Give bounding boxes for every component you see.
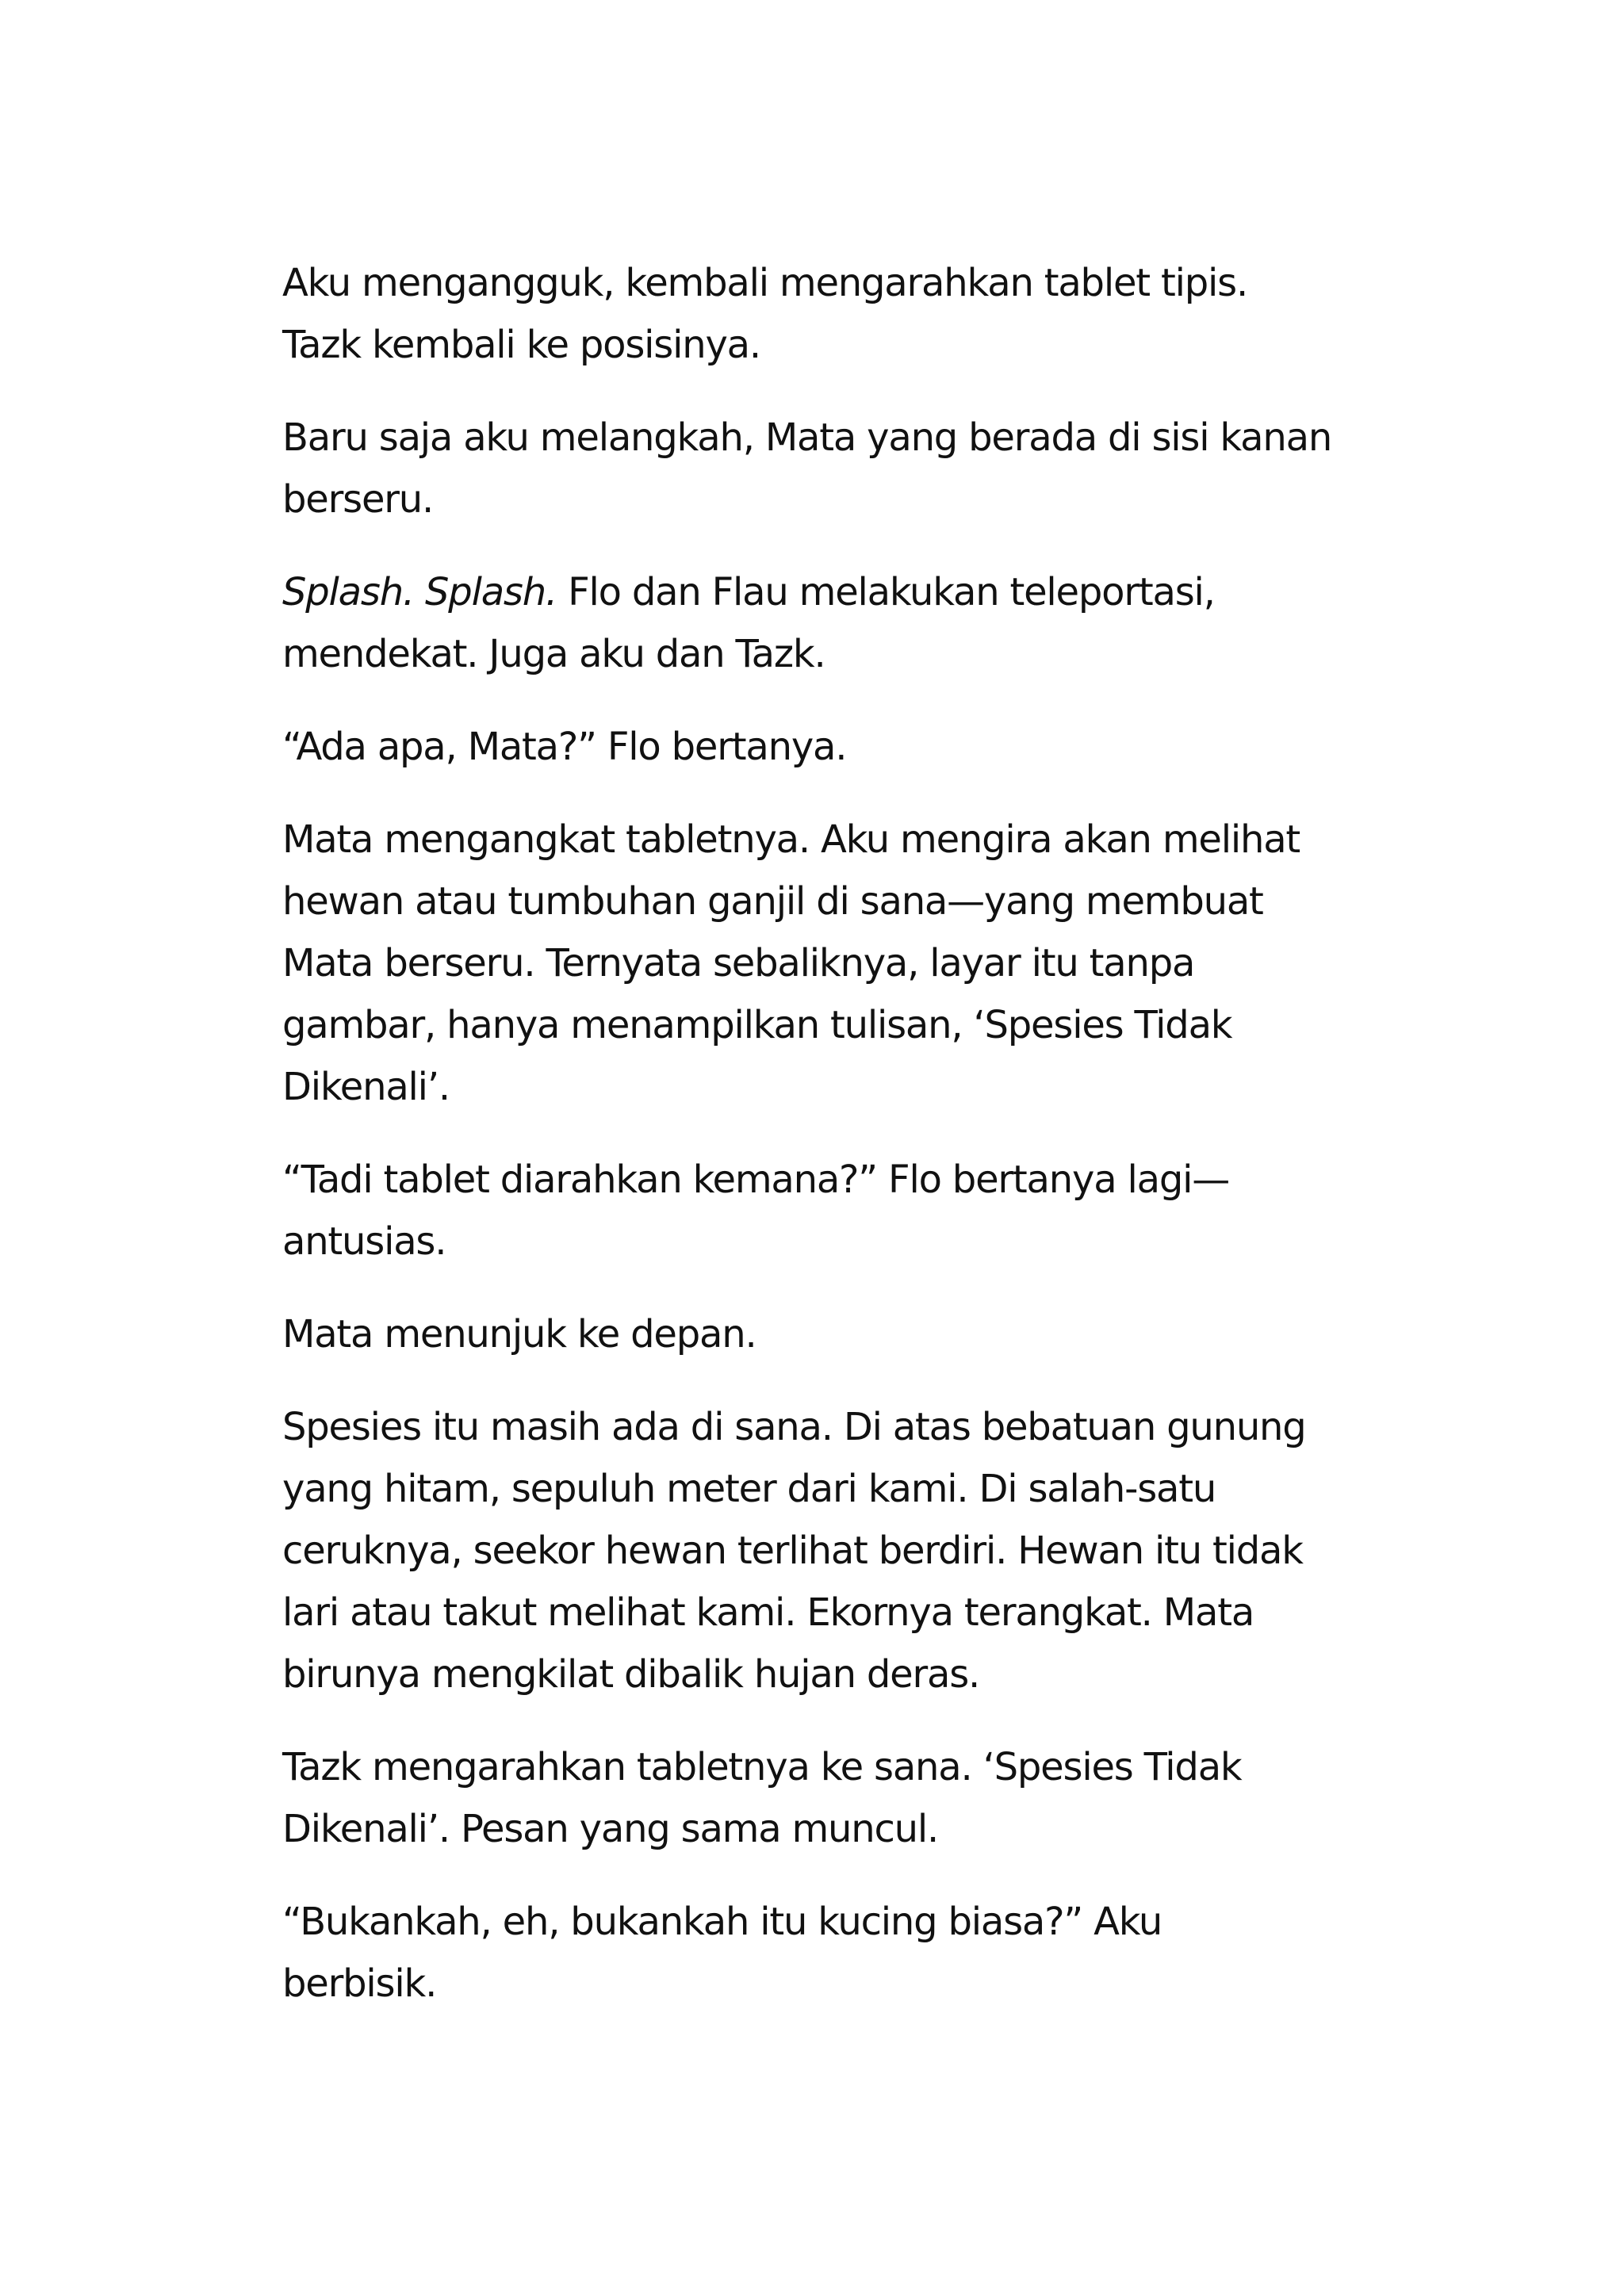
paragraph-2 xyxy=(282,407,1377,530)
paragraph-3 xyxy=(282,561,1377,685)
text-line: Tazk kembali ke posisinya. xyxy=(282,323,760,367)
text-line xyxy=(282,561,1377,623)
text-line: lari atau takut melihat kami. Ekornya terangkat. Mata xyxy=(282,1590,1254,1635)
text-line: berseru. xyxy=(282,477,434,522)
paragraph-1 xyxy=(282,252,1377,376)
paragraph-8 xyxy=(282,1396,1377,1705)
text-line: Mata berseru. Ternyata sebaliknya, layar itu tanpa xyxy=(282,941,1195,985)
paragraph-6 xyxy=(282,1149,1377,1272)
text-fragment: Flo dan Flau melakukan teleportasi, xyxy=(557,570,1215,614)
text-line: Baru saja aku melangkah, Mata yang berada di sisi kanan xyxy=(282,415,1332,460)
paragraph-10 xyxy=(282,1891,1377,2015)
text-line: antusias. xyxy=(282,1219,446,1264)
text-line: gambar, hanya menampilkan tulisan, ‘Spesies Tidak xyxy=(282,1003,1232,1047)
paragraph-9 xyxy=(282,1736,1377,1860)
italic-sound-effect: Splash. Splash. xyxy=(282,570,557,614)
text-line: Dikenali’. xyxy=(282,1065,450,1109)
text-line: yang hitam, sepuluh meter dari kami. Di salah-satu xyxy=(282,1467,1216,1511)
text-line: ceruknya, seekor hewan terlihat berdiri. Hewan itu tidak xyxy=(282,1529,1303,1573)
paragraph-7 xyxy=(282,1303,1377,1365)
text-line: Spesies itu masih ada di sana. Di atas bebatuan gunung xyxy=(282,1405,1306,1449)
paragraph-4 xyxy=(282,716,1377,778)
text-line: Dikenali’. Pesan yang sama muncul. xyxy=(282,1807,939,1851)
text-line: “Tadi tablet diarahkan kemana?” Flo bertanya lagi— xyxy=(282,1158,1230,1202)
text-line: Mata menunjuk ke depan. xyxy=(282,1312,756,1357)
text-line: “Ada apa, Mata?” Flo bertanya. xyxy=(282,725,847,769)
text-line: birunya mengkilat dibalik hujan deras. xyxy=(282,1652,980,1697)
text-line: mendekat. Juga aku dan Tazk. xyxy=(282,632,825,676)
text-line: Tazk mengarahkan tabletnya ke sana. ‘Spesies Tidak xyxy=(282,1745,1242,1789)
paragraph-5 xyxy=(282,809,1377,1118)
text-line: Aku mengangguk, kembali mengarahkan tablet tipis. xyxy=(282,261,1247,305)
text-line: “Bukankah, eh, bukankah itu kucing biasa?” Aku xyxy=(282,1900,1162,1944)
text-line: Mata mengangkat tabletnya. Aku mengira akan melihat xyxy=(282,817,1300,862)
document-page xyxy=(282,252,1377,2045)
text-line: berbisik. xyxy=(282,1961,437,2006)
text-line: hewan atau tumbuhan ganjil di sana—yang membuat xyxy=(282,879,1263,924)
